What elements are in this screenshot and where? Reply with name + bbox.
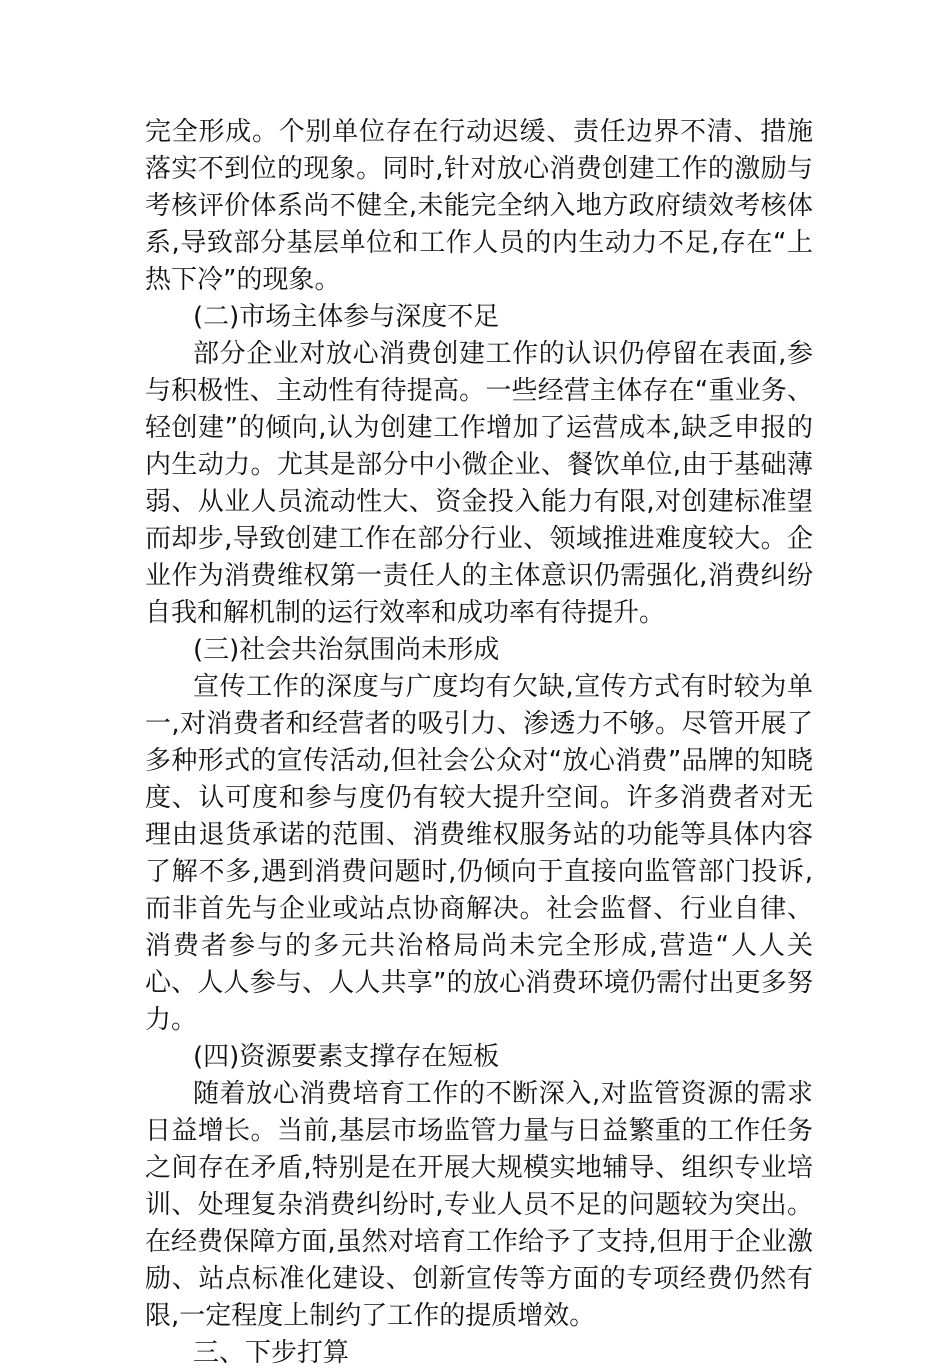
section-heading-resource-support: (四)资源要素支撑存在短板 bbox=[193, 1042, 500, 1072]
section-heading-market-participation: (二)市场主体参与深度不足 bbox=[193, 302, 500, 332]
paragraph-social-governance: 宣传工作的深度与广度均有欠缺,宣传方式有时较为单一,对消费者和经营者的吸引力、渗透力不够。尽管开展了多种形式的宣传活动,但社会公众对“放心消费”品牌的知晓度、认可度和参与度仍有较大提升空间。许多消费者对无理由退货承诺的范围、消费维权服务站的功能等具体内容了解不多,遇到消费问题时,仍倾向于直接向监管部门投诉,而非首先与企业或站点协商解决。社会监督、行业自律、消费者参与的多元共治格局尚未完全形成,营造“人人关心、人人参与、人人共享”的放心消费环境仍需付出更多努力。 bbox=[145, 672, 813, 1035]
section-heading-social-governance: (三)社会共治氛围尚未形成 bbox=[193, 635, 500, 665]
document-page bbox=[145, 114, 813, 1372]
paragraph-market-participation: 部分企业对放心消费创建工作的认识仍停留在表面,参与积极性、主动性有待提高。一些经营主体存在“重业务、轻创建”的倾向,认为创建工作增加了运营成本,缺乏申报的内生动力。尤其是部分中小微企业、餐饮单位,由于基础薄弱、从业人员流动性大、资金投入能力有限,对创建标准望而却步,导致创建工作在部分行业、领域推进难度较大。企业作为消费维权第一责任人的主体意识仍需强化,消费纠纷自我和解机制的运行效率和成功率有待提升。 bbox=[145, 339, 813, 628]
paragraph-continued-implementation: 完全形成。个别单位存在行动迟缓、责任边界不清、措施落实不到位的现象。同时,针对放心消费创建工作的激励与考核评价体系尚不健全,未能完全纳入地方政府绩效考核体系,导致部分基层单位和工作人员的内生动力不足,存在“上热下冷”的现象。 bbox=[145, 117, 813, 295]
section-heading-next-steps: 三、下步打算 bbox=[193, 1338, 350, 1368]
paragraph-resource-support: 随着放心消费培育工作的不断深入,对监管资源的需求日益增长。当前,基层市场监管力量与日益繁重的工作任务之间存在矛盾,特别是在开展大规模实地辅导、组织专业培训、处理复杂消费纠纷时,专业人员不足的问题较为突出。在经费保障方面,虽然对培育工作给予了支持,但用于企业激励、站点标准化建设、创新宣传等方面的专项经费仍然有限,一定程度上制约了工作的提质增效。 bbox=[145, 1079, 813, 1331]
